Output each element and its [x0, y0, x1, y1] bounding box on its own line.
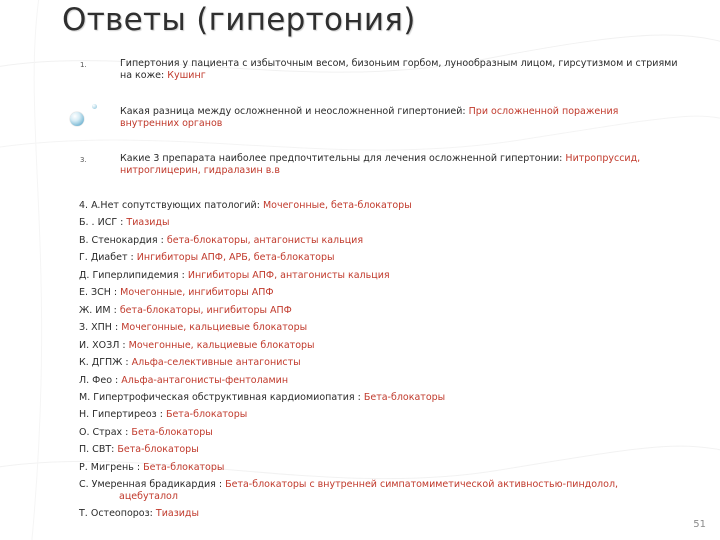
- answer-value: Бета-блокаторы: [143, 461, 225, 473]
- question-answer: Нитропруссид, нитроглицерин, гидралазин в.в: [120, 153, 641, 176]
- answer-label: Р. Мигрень :: [79, 461, 141, 473]
- answer-value: Бета-блокаторы: [131, 426, 213, 438]
- answer-value: Бета-блокаторы: [117, 444, 199, 456]
- answer-label: Г. Диабет :: [79, 252, 134, 264]
- answer-item: [79, 424, 689, 441]
- answer-value: Бета-блокаторы: [165, 409, 248, 421]
- answer-label: О. Страх :: [79, 426, 129, 438]
- slide-title: Ответы (гипертония): [62, 2, 416, 38]
- answer-item: [79, 337, 689, 354]
- answer-item: [79, 505, 689, 522]
- answer-item: [79, 267, 689, 284]
- answer-label: Н. Гипертиреоз :: [79, 409, 163, 421]
- answer-value: Мочегонные, кальциевые блокаторы: [128, 339, 315, 351]
- answer-item: [79, 249, 689, 266]
- answer-value: Ингибиторы АПФ, АРБ, бета-блокаторы: [136, 252, 335, 264]
- answer-item: [79, 389, 689, 406]
- answer-item: [79, 302, 689, 319]
- question-text: [120, 153, 680, 176]
- question-answer: При осложненной поражения внутренних органов: [120, 106, 619, 129]
- answer-label: Л. Фео :: [79, 374, 119, 386]
- answer-value: бета-блокаторы, ингибиторы АПФ: [119, 304, 292, 316]
- answer-item: [79, 441, 689, 458]
- answer-value: Альфа-селективные антагонисты: [131, 357, 301, 369]
- answer-value: Тиазиды: [126, 217, 170, 229]
- answer-label: Е. ЗСН :: [79, 287, 118, 299]
- answer-value: Бета-блокаторы с внутренней симпатомиметической активностью-пиндолол,: [225, 479, 619, 491]
- answer-label: К. ДГПЖ :: [79, 357, 129, 369]
- question-text: [120, 58, 680, 81]
- answer-label: С. Умеренная брадикардия :: [79, 479, 223, 491]
- small-bubble-icon: [92, 104, 97, 109]
- answer-value: бета-блокаторы, антагонисты кальция: [166, 234, 364, 246]
- answer-value: Тиазиды: [155, 508, 199, 520]
- answer-label: Б. . ИСГ :: [79, 217, 124, 229]
- answer-value-continuation: ацебуталол: [119, 491, 178, 503]
- answer-item: [79, 476, 689, 505]
- answer-label: В. Стенокардия :: [79, 234, 164, 246]
- page-number: 51: [693, 519, 706, 530]
- answer-item: [79, 197, 689, 214]
- answer-item: [79, 232, 689, 249]
- answer-label: П. СВТ:: [79, 444, 115, 456]
- answer-value: Мочегонные, ингибиторы АПФ: [120, 287, 274, 299]
- question-item-2: [80, 106, 680, 129]
- answer-item: [79, 319, 689, 336]
- question-item-3: [80, 153, 680, 176]
- answer-item: [79, 214, 689, 231]
- answer-item: [79, 459, 689, 476]
- answer-item: [79, 372, 689, 389]
- answer-label: 4. A.Нет сопутствующих патологий:: [79, 200, 260, 211]
- question-body: Какая разница между осложненной и неосложненной гипертонией:: [120, 106, 466, 117]
- question-number: 1.: [80, 61, 87, 69]
- question-number: 3.: [80, 156, 87, 164]
- answer-value: Мочегонные, бета-блокаторы: [262, 200, 412, 211]
- question-item-1: [80, 58, 680, 81]
- answer-label: Д. Гиперлипидемия :: [79, 269, 185, 281]
- answer-item: [79, 406, 689, 423]
- answer-value: Мочегонные, кальциевые блокаторы: [121, 322, 308, 334]
- answer-value: Бета-блокаторы: [363, 391, 446, 403]
- question-body: Какие 3 препарата наиболее предпочтительны для лечения осложненной гипертонии:: [120, 153, 563, 164]
- answer-label: З. ХПН :: [79, 322, 119, 334]
- answer-label: И. ХОЗЛ :: [79, 339, 126, 351]
- answer-label: Т. Остеопороз:: [79, 508, 153, 520]
- answer-item: [79, 354, 689, 371]
- question-body: Гипертония у пациента с избыточным весом, бизоньим горбом, лунообразным лицом, гирсутизмом и стриями на коже:: [120, 58, 678, 81]
- answer-value: Альфа-антагонисты-фентоламин: [121, 374, 289, 386]
- answers-list: [79, 197, 689, 523]
- answer-label: М. Гипертрофическая обструктивная кардиомиопатия :: [79, 391, 361, 403]
- question-text: [120, 106, 680, 129]
- answer-label: Ж. ИМ :: [79, 304, 117, 316]
- answer-value: Ингибиторы АПФ, антагонисты кальция: [187, 269, 390, 281]
- bubble-bullet-icon: [70, 112, 84, 126]
- question-answer: Кушинг: [167, 69, 206, 81]
- answer-item: [79, 284, 689, 301]
